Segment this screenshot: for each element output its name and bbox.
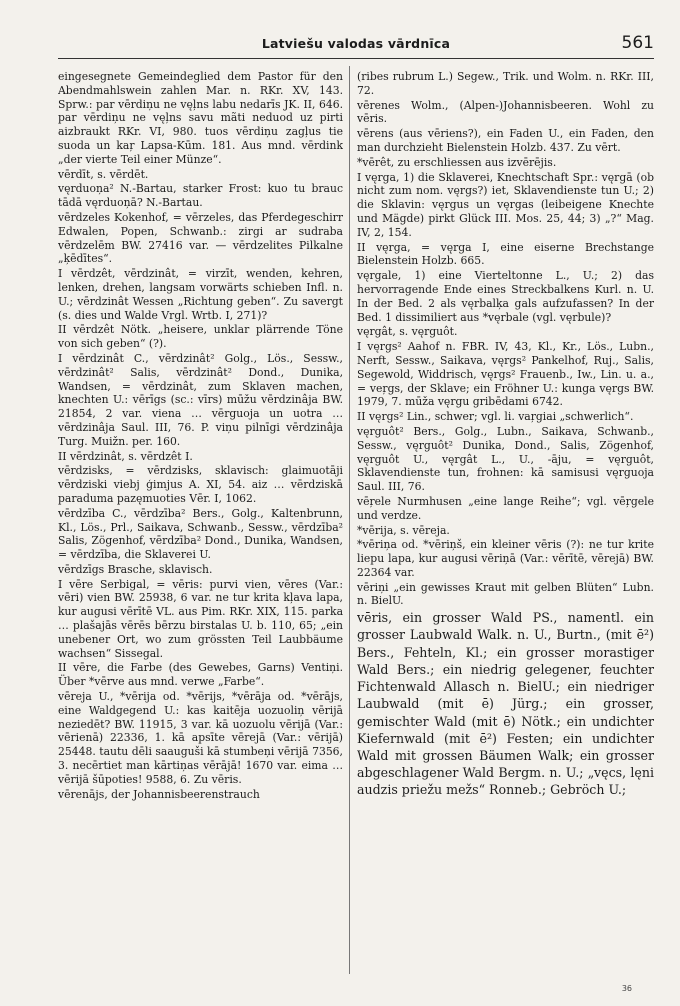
entry: *vērêt, zu erschliessen aus izvērējis.: [357, 155, 557, 169]
entry: vērens (aus vēriens?), ein Faden U., ein Faden, den man durchzieht Bielenstein Holzb. 437. Zu vērt.: [357, 127, 654, 154]
entry: (ribes rubrum L.) Segew., Trik. und Wolm. n. RKr. III, 72.: [357, 70, 654, 97]
entry: vęrgale, 1) eine Vierteltonne L., U.; 2) das hervorragende Ende eines Streckbalkens Kurl. n. U. In der Bed. 2 als vęrbalķa gals aufzufassen? In der Bed. 1 dissimiliert aus *vęrbale (vgl. vęrbule)?: [357, 269, 654, 324]
entry: vęrguôt² Bers., Golg., Lubn., Saikava, Schwanb., Sessw., vęrguôt² Dunika, Dond., Salis, Zögenhof, vęrguôt U., vęrgât L., U., -āju, = vęrguôt, Sklavendienste tun, frohnen: kā samisusi vęrguoja Saul. III, 76.: [357, 424, 654, 494]
entry: I vērdzêt, vērdzinât, = virzīt, wenden, kehren, lenken, drehen, langsam vorwärts schieben Infl. n. U.; vērdzinât Wessen „Richtung geben“. Zu savergt (s. dies und Walde Vrgl. Wrtb. I, 271)?: [58, 267, 343, 322]
entry: vęrgât, s. vęrguôt.: [357, 325, 458, 339]
right-column: [357, 70, 654, 975]
entry: vęrduoņa² N.-Bartau, starker Frost: kuo tu brauc tādā vęrduoņā? N.-Bartau.: [58, 182, 343, 210]
entry: II vērdzêt Nötk. „heisere, unklar plärrende Töne von sich geben“ (?).: [58, 323, 343, 351]
entry: eingesegnete Gemeindeglied dem Pastor für den Abendmahlswein zahlen Mar. n. RKr. XV, 143. Sprw.: par vērdiņu ne vęļns labu nedarīs JK. II, 646. par vērdiņu ne vęļns savu mãti neduod uz pirti aizbraukt RKr. VI, 980. tuos vērdiņu zagļus tie suoda un kaŗ Lapsa-Kūm. 181. Aus mnd. vērdink „der vierte Teil einer Münze“.: [58, 70, 343, 166]
entry: vērdzīgs Brasche, sklavisch.: [58, 562, 213, 576]
entry: II vęrga, = vęrga I, eine eiserne Brechstange Bielenstein Holzb. 665.: [357, 240, 654, 268]
entry: II vēre, die Farbe (des Gewebes, Garns) Ventiņi. Über *vērve aus mnd. verwe „Farbe“.: [58, 661, 343, 689]
entry: II vęrgs² Lin., schwer; vgl. li. vaŗgiai „schwerlich“.: [357, 410, 634, 424]
entry: I vęrgs² Aahof n. FBR. IV, 43, Kl., Kr., Lös., Lubn., Nerft, Sessw., Saikava, vęrgs² Pankelhof, Ruj., Salis, Segewold, Widdrisch, vęrgs² Frauenb., Iw., Lin. u. a., = veŗgs, der Sklave; ein Fröhner U.: kunga vęrgs BW. 1979, 7. mūža vęrgu gribēdami 6742.: [357, 340, 654, 409]
entry: vēreja U., *vērija od. *vērijs, *vērāja od. *vērājs, eine Waldgegend U.: kas kaitēja uozuoliņ vērijā neziedēt? BW. 11915, 3 var. kā uozuolu vērijā (Var.: vērienā) 22336, 1. kā apsīte vērejā (Var.: vērijā) 25448. tautu dēli saauguši kā stumbeņi vērijā 7356, 3. necērtiet man kārtiņas vērājā! 1670 var. eima … vērijā šūpoties! 9588, 6. Zu vēris.: [58, 690, 343, 786]
left-column: [58, 70, 343, 975]
entry: I vērdzinât C., vērdzinât² Golg., Lös., Sessw., vērdzinât² Salis, vērdzinât² Dond., Dunika, Wandsen, = vērdzinât, zum Sklaven machen, knechten U.: vērīgs (sc.: vīrs) mūžu vērdzinâja BW. 21854, 2 var. viena … vērguoja un uotra … vērdzinâja Saul. III, 76. P. viņu pilnīgi vērdzinâja Turg. Muižn. per. 160.: [58, 351, 343, 448]
column-divider: [349, 66, 350, 974]
printer-signature: 36: [621, 984, 632, 993]
page-number: 561: [621, 33, 654, 53]
entry: vērdzeles Kokenhof, = vērzeles, das Pferdegeschirr Edwalen, Popen, Schwanb.: zirgi ar sudraba vērdzelēm BW. 27416 var. — vērdzelites Pilkalne „ķēdītes“.: [58, 210, 343, 266]
entry: vērenes Wolm., (Alpen-)Johannisbeeren. Wohl zu vēris.: [357, 98, 654, 126]
entry: *vērija, s. vēreja.: [357, 523, 450, 537]
entry: vērdīt, s. vērdēt.: [58, 167, 149, 181]
entry: I vęrga, 1) die Sklaverei, Knechtschaft Spr.: vęrgā (ob nicht zum nom. vęrgs?) iet, Sklavendienste tun U.; 2) die Sklavin: vęrgus un vęrgas (leibeigene Knechte und Mägde) pirkt Glück III. Mos. 25, 44; 3) „?“ Mag. IV, 2, 154.: [357, 170, 654, 239]
entry-large: vēris, ein grosser Wald PS., namentl. ein grosser Laubwald Walk. n. U., Burtn., (mit ē²) Bers., Fehteln, Kl.; ein grosser morastiger Wald Bers.; ein niedrig gelegener, feuchter Fichtenwald Allasch n. BielU.; ein niedriger Laubwald (mit ē) Jürg.; ein grosser, gemischter Wald (mit ē) Nötk.; ein undichter Kiefernwald (mit ē²) Festen; ein undichter Wald mit grossen Bäumen Walk; ein grosser abgeschlagener Wald Bergm. n. U.; „vęcs, lęni audzis priežu mežs“ Ronneb.; Gebröch U.;: [357, 610, 654, 798]
page-title: Latviešu valodas vārdnīca: [261, 36, 451, 51]
entry: *vēriņa od. *vēriņš, ein kleiner vēris (?): ne tur krite liepu lapa, kur augusi vēriņā (Var.: vērītē, vērejā) BW. 22364 var.: [357, 538, 654, 579]
page-header: [58, 34, 654, 59]
entry: vēriņi „ein gewisses Kraut mit gelben Blüten“ Lubn. n. BielU.: [357, 580, 654, 608]
entry: vērenājs, der Johannisbeerenstrauch: [58, 787, 260, 801]
entry: vērdzisks, = vērdzisks, sklavisch: glaimuotāji vērdziski viebj ģimjus A. XI, 54. aiz … vērdziskā paraduma pazęmuoties Vēr. I, 1062.: [58, 464, 343, 505]
entry: vēŗele Nurmhusen „eine lange Reihe“; vgl. vēŗgele und verdze.: [357, 494, 654, 522]
entry: I vēre Serbigal, = vēris: purvi vien, vēres (Var.: vēri) vien BW. 25938, 6 var. ne tur krita kļava lapa, kur augusi vērītē VL. aus Pim. RKr. XIX, 115. parka … plašajās vērēs bērzu birstalas U. b. 110, 65; „ein unebener Ort, wo zum grössten Teil Laubbäume wachsen“ Sissegal.: [58, 577, 343, 660]
entry: II vērdzinât, s. vērdzêt I.: [58, 449, 193, 463]
entry: vērdzība C., vērdzība² Bers., Golg., Kaltenbrunn, Kl., Lös., Prl., Saikava, Schwanb., Sessw., vērdzība² Salis, Zögenhof, vērdzība² Dond., Dunika, Wandsen, = vērdzība, die Sklaverei U.: [58, 506, 343, 562]
